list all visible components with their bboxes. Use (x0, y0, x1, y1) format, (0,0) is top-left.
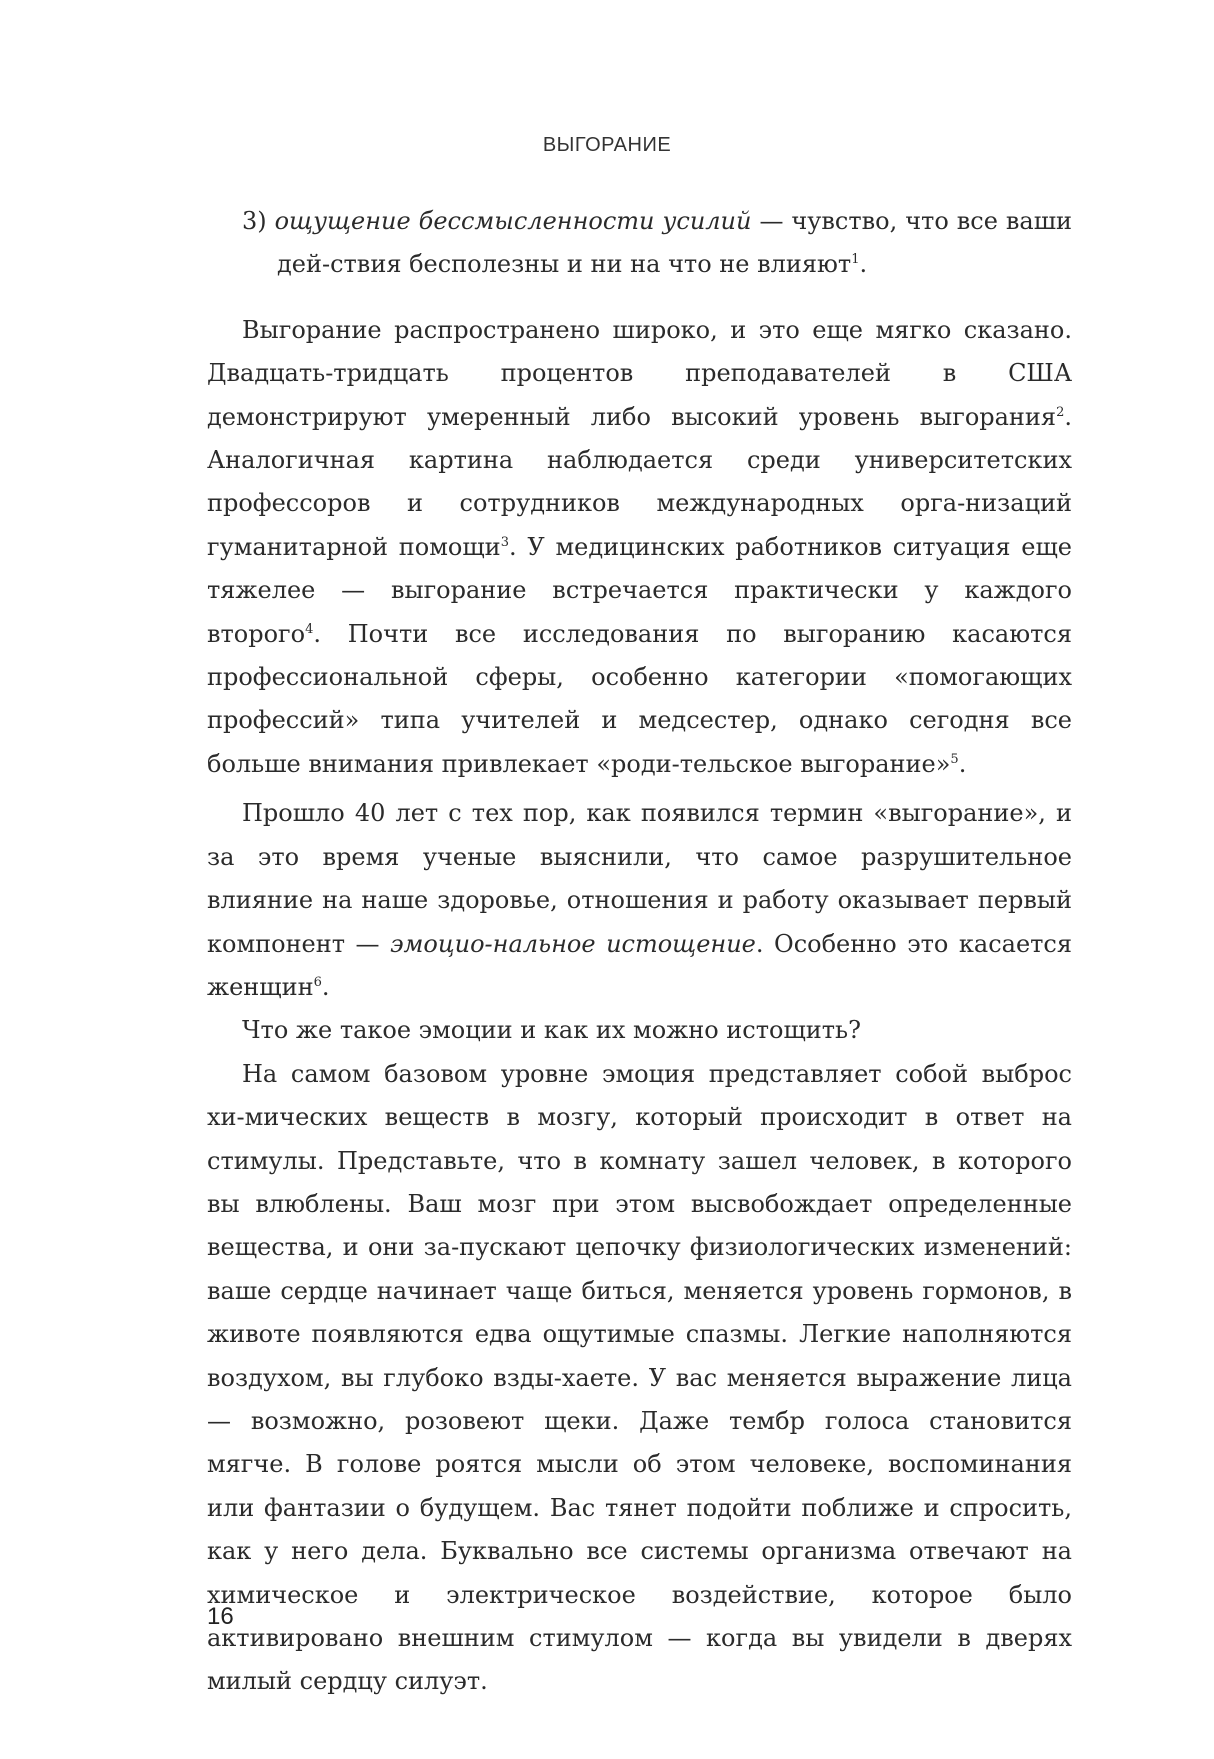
list-marker: 3) (242, 207, 275, 235)
emphasis-term: эмоцио-нальное истощение (390, 929, 756, 958)
body-text (207, 200, 1072, 1704)
footnote-ref: 1 (851, 252, 860, 268)
page-number: 16 (207, 1603, 234, 1630)
paragraph: Выгорание распространено широко, и это еще мягко сказано. Двадцать-тридцать процентов преподавателей в США демонстрируют умеренный либо высокий уровень выгорания$^2$. Аналогичная картина наблюдается среди университетских профессоров и сотрудников международных орга-низаций гуманитарной помощи$^3$. У медицинских работников ситуация еще тяжелее — выгорание встречается практически у каждого второго$^4$. Почти все исследования по выгоранию касаются профессиональной сферы, особенно категории «помогающих профессий» типа учителей и медсестер, однако сегодня все больше внимания привлекает «роди-тельское выгорание»$^5$. (207, 315, 1072, 778)
paragraph: На самом базовом уровне эмоция представляет собой выброс хи-мических веществ в мозгу, который происходит в ответ на стимулы. Представьте, что в комнату зашел человек, в которого вы влюблены. Ваш мозг при этом высвобождает определенные вещества, и они за-пускают цепочку физиологических изменений: ваше сердце начинает чаще биться, меняется уровень гормонов, в животе появляются едва ощутимые спазмы. Легкие наполняются воздухом, вы глубоко взды-хаете. У вас меняется выражение лица — возможно, розовеют щеки. Даже тембр голоса становится мягче. В голове роятся мысли об этом человеке, воспоминания или фантазии о будущем. Вас тянет подойти поближе и спросить, как у него дела. Буквально все системы организма отвечают на химическое и электрическое воздействие, которое было активировано внешним стимулом — когда вы увидели в дверях милый сердцу силуэт. (207, 1059, 1072, 1696)
paragraph: Прошло 40 лет с тех пор, как появился термин «выгорание», и за это время ученые выяснили, что самое разрушительное влияние на наше здоровье, отношения и работу оказывает первый компонент — эмоцио-нальное истощение. Особенно это касается женщин$^6$. (207, 799, 1073, 1001)
list-text: — чувство, что все ваши дей-ствия бесполезны и ни на что не влияют (277, 207, 1072, 279)
footnote-ref: 4 (305, 621, 314, 637)
footnote-ref: 3 (500, 534, 509, 550)
footnote-ref: 2 (1056, 404, 1065, 420)
running-head: ВЫГОРАНИЕ (542, 134, 672, 156)
paragraph: Что же такое эмоции и как их можно истощить? (242, 1016, 861, 1045)
footnote-ref: 5 (950, 751, 959, 767)
footnote-ref: 6 (313, 974, 322, 990)
list-term: ощущение бессмысленности усилий (274, 207, 752, 235)
list-item: 3) ощущение бессмысленности усилий — чувство, что все ваши дей-ствия бесполезны и ни на что не влияют$^1$. (242, 207, 1072, 279)
